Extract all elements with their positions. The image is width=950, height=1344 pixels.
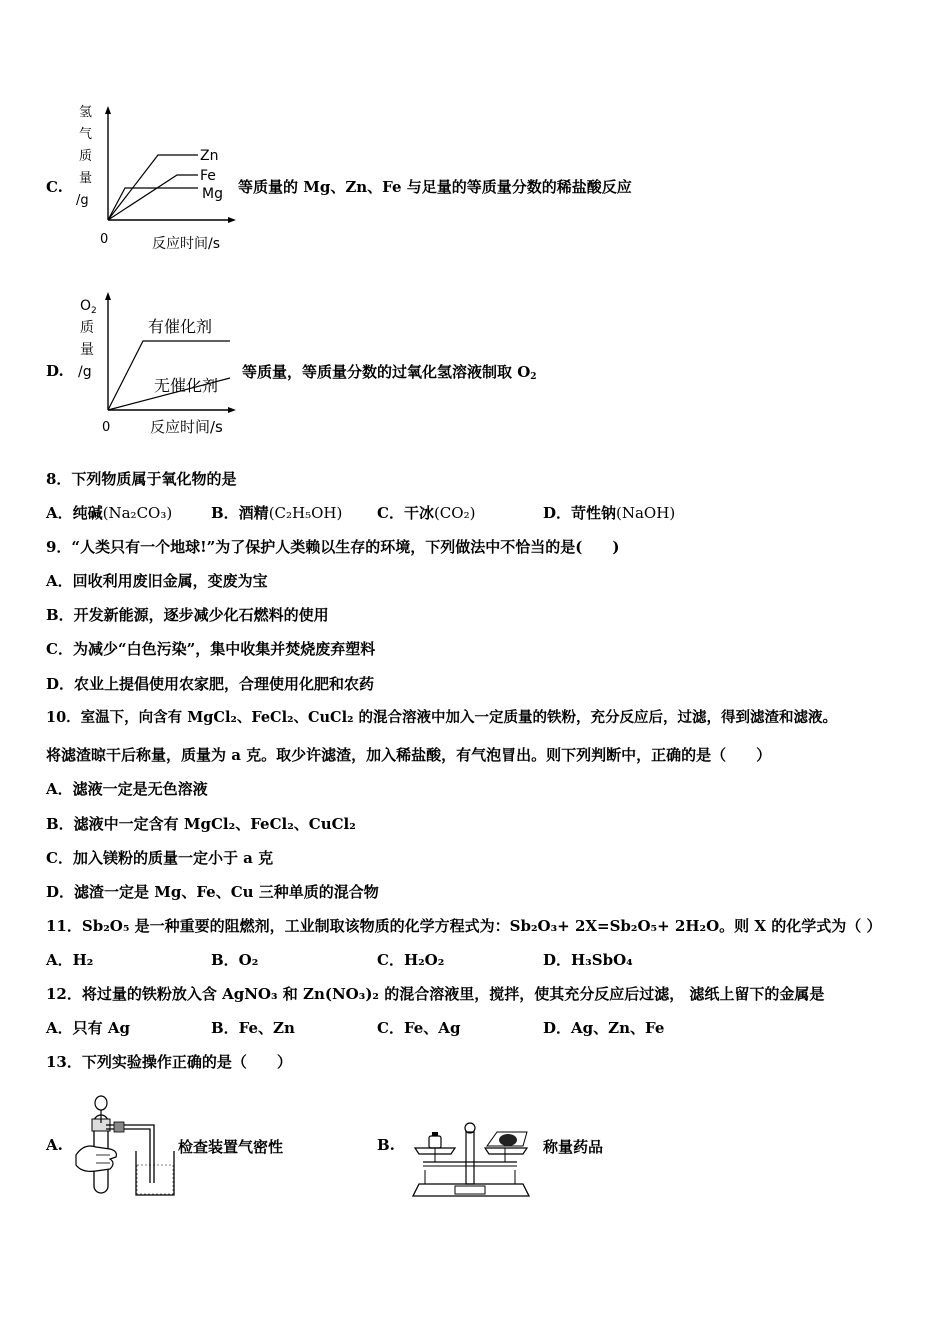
q8-option-d [543, 503, 675, 523]
graph-d-series-no-catalyst: 无催化剂 [154, 376, 219, 395]
graph-d-ylabel-3: /g [78, 364, 92, 380]
graph-c-ylabel-5: /g [76, 193, 89, 208]
q12-option-d: D．Ag、Zn、Fe [543, 1019, 665, 1037]
graph-d-ylabel-2: 量 [80, 342, 94, 358]
graph-c-ylabel-4: 量 [79, 171, 93, 186]
q11-option-b: B．O₂ [211, 951, 259, 969]
graph-c-series-mg: Mg [202, 186, 223, 202]
option-d-caption-main: 等质量，等质量分数的过氧化氢溶液制取 O [242, 363, 531, 381]
graph-c-ylabel-2: 气 [79, 127, 93, 142]
q10-stem-line2: 将滤渣晾干后称量，质量为 a 克。取少许滤渣，加入稀盐酸，有气泡冒出。则下列判断中，正确的是（ ） [46, 746, 772, 764]
graph-d-ylabel-sub: 2 [91, 306, 97, 316]
graph-d-xlabel: 反应时间/s [150, 418, 223, 436]
graph-d-ylabel-1: 质 [80, 320, 94, 336]
airtightness-apparatus-figure [70, 1093, 180, 1203]
q10-stem-line1: 10．室温下，向含有 MgCl₂、FeCl₂、CuCl₂ 的混合溶液中加入一定质量的铁粉，充分反应后，过滤，得到滤渣和滤液。 [46, 709, 837, 726]
q9-option-c: C．为减少“白色污染”，集中收集并焚烧废弃塑料 [46, 640, 376, 658]
graph-c-ylabel-1: 氢 [79, 105, 93, 120]
q8-option-c-formula: (CO₂) [433, 504, 476, 522]
q8-option-a-formula: (Na₂CO₃) [102, 504, 173, 522]
q9-option-d: D．农业上提倡使用农家肥，合理使用化肥和农药 [46, 675, 375, 693]
q8-option-c [377, 503, 475, 523]
q13-option-b-letter: B. [377, 1136, 395, 1154]
q13-stem: 13．下列实验操作正确的是（ ） [46, 1053, 292, 1071]
q12-option-b: B．Fe、Zn [211, 1019, 295, 1037]
graph-c-xlabel: 反应时间/s [152, 236, 221, 252]
q8-option-a-label: A．纯碱 [46, 504, 103, 522]
option-d-caption-sub: 2 [530, 372, 537, 382]
q8-option-d-formula: (NaOH) [616, 504, 676, 522]
option-c-letter: C. [46, 178, 63, 196]
balance-scale-figure [405, 1118, 535, 1200]
graph-d-series-catalyst: 有催化剂 [148, 317, 213, 336]
q11-option-a: A．H₂ [46, 951, 94, 969]
graph-c-hydrogen-mass [70, 100, 240, 255]
option-d-letter: D. [46, 362, 64, 380]
q8-option-d-label: D．苛性钠 [543, 504, 617, 522]
q8-option-a [46, 503, 172, 523]
q12-stem: 12．将过量的铁粉放入含 AgNO₃ 和 Zn(NO₃)₂ 的混合溶液里，搅拌，使其充分反应后过滤， 滤纸上留下的金属是 [46, 985, 825, 1003]
q9-option-a: A．回收利用废旧金属，变废为宝 [46, 572, 268, 590]
q13-option-a-letter: A. [46, 1136, 63, 1154]
q10-option-c: C．加入镁粉的质量一定小于 a 克 [46, 849, 274, 867]
graph-c-series-fe: Fe [200, 168, 216, 184]
q8-stem: 8．下列物质属于氧化物的是 [46, 470, 237, 488]
q8-option-b-label: B．酒精 [211, 504, 269, 522]
q13-option-a-caption: 检查装置气密性 [178, 1138, 284, 1156]
q11-option-c: C．H₂O₂ [377, 951, 445, 969]
q8-option-c-label: C．干冰 [377, 504, 434, 522]
graph-c-ylabel-3: 质 [79, 149, 93, 164]
q10-option-a: A．滤液一定是无色溶液 [46, 780, 208, 798]
q8-option-b [211, 503, 342, 523]
graph-d-ylabel-o: O [80, 298, 92, 314]
graph-d-oxygen-mass [70, 288, 245, 440]
q9-stem: 9．“人类只有一个地球!”为了保护人类赖以生存的环境，下列做法中不恰当的是( ) [46, 538, 620, 556]
option-d-caption [242, 361, 537, 382]
svg-text:O2 [80, 298, 97, 316]
q10-option-b: B．滤液中一定含有 MgCl₂、FeCl₂、CuCl₂ [46, 815, 356, 833]
graph-d-origin: 0 [102, 420, 111, 435]
q10-option-d: D．滤渣一定是 Mg、Fe、Cu 三种单质的混合物 [46, 883, 379, 901]
q8-option-b-formula: (C₂H₅OH) [268, 504, 343, 522]
q11-option-d: D．H₃SbO₄ [543, 951, 633, 969]
graph-c-origin: 0 [100, 232, 109, 247]
graph-c-series-zn: Zn [200, 148, 219, 164]
q11-stem: 11．Sb₂O₅ 是一种重要的阻燃剂，工业制取该物质的化学方程式为：Sb₂O₃+ 2X=Sb₂O₅+ 2H₂O。则 X 的化学式为（ ） [46, 917, 882, 935]
option-c-caption: 等质量的 Mg、Zn、Fe 与足量的等质量分数的稀盐酸反应 [238, 178, 632, 196]
q9-option-b: B．开发新能源，逐步减少化石燃料的使用 [46, 606, 329, 624]
q12-option-c: C．Fe、Ag [377, 1019, 461, 1037]
q13-option-b-caption: 称量药品 [543, 1138, 604, 1156]
q12-option-a: A．只有 Ag [46, 1019, 130, 1037]
